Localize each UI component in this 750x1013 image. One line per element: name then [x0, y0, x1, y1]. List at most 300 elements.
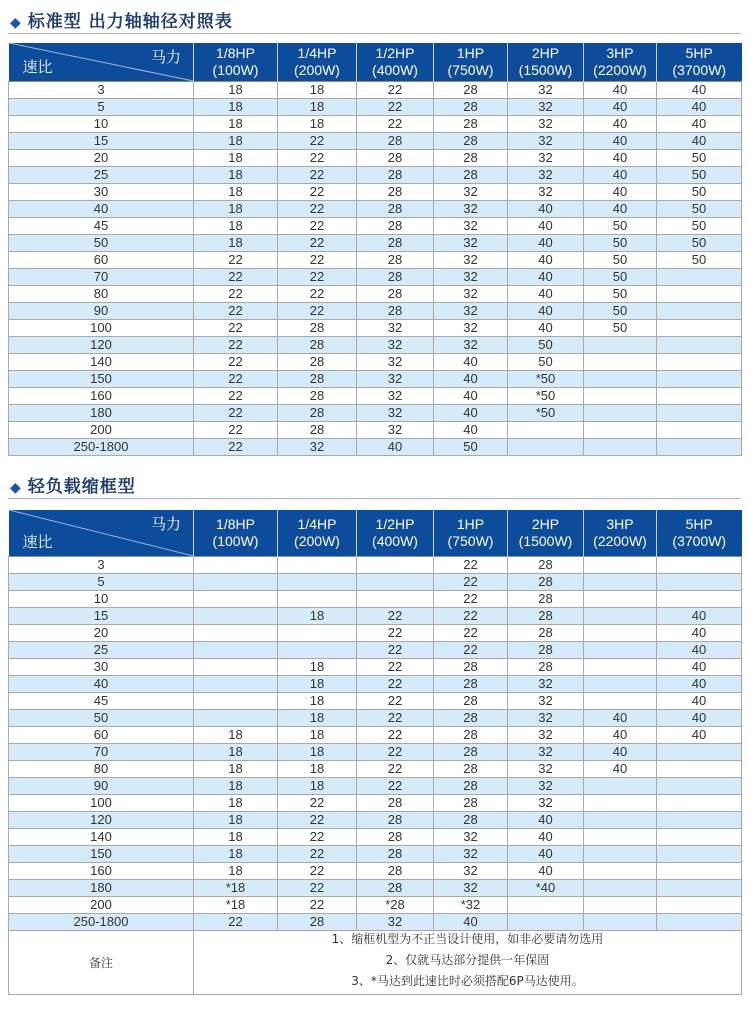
ratio-cell: 60: [9, 252, 194, 269]
shaft-diameter-cell: 50: [584, 320, 657, 337]
shaft-diameter-cell: 40: [584, 116, 657, 133]
shaft-diameter-cell: [657, 744, 742, 761]
shaft-diameter-cell: [657, 303, 742, 320]
shaft-diameter-cell: [194, 574, 278, 591]
column-header: 1/2HP (400W): [357, 510, 434, 557]
shaft-diameter-cell: 40: [584, 184, 657, 201]
shaft-diameter-cell: 22: [278, 252, 357, 269]
shaft-diameter-cell: *18: [194, 897, 278, 914]
table-row: [9, 863, 742, 880]
shaft-diameter-cell: 40: [584, 150, 657, 167]
ratio-cell: 200: [9, 422, 194, 439]
header-horsepower-label: 马力: [150, 515, 181, 533]
shaft-diameter-cell: 18: [278, 82, 357, 99]
shaft-diameter-cell: 32: [508, 693, 584, 710]
table-header-row: [9, 510, 742, 557]
shaft-diameter-cell: 40: [508, 320, 584, 337]
shaft-diameter-cell: 22: [194, 914, 278, 931]
shaft-diameter-cell: 28: [434, 761, 508, 778]
shaft-diameter-cell: 28: [357, 133, 434, 150]
shaft-diameter-cell: 50: [584, 235, 657, 252]
ratio-cell: 3: [9, 557, 194, 574]
shaft-diameter-cell: 18: [194, 116, 278, 133]
shaft-diameter-cell: [194, 659, 278, 676]
shaft-diameter-cell: 22: [278, 829, 357, 846]
shaft-diameter-cell: 40: [434, 405, 508, 422]
table-row: [9, 150, 742, 167]
shaft-diameter-cell: [657, 557, 742, 574]
column-header: 5HP (3700W): [657, 510, 742, 557]
shaft-diameter-cell: 18: [278, 99, 357, 116]
shaft-diameter-cell: [278, 574, 357, 591]
shaft-diameter-cell: 28: [357, 269, 434, 286]
shaft-diameter-cell: 32: [434, 184, 508, 201]
ratio-cell: 10: [9, 116, 194, 133]
shaft-diameter-cell: 22: [278, 303, 357, 320]
column-header: 1/8HP (100W): [194, 510, 278, 557]
shaft-diameter-cell: 18: [194, 778, 278, 795]
shaft-diameter-cell: [657, 761, 742, 778]
ratio-cell: 140: [9, 354, 194, 371]
shaft-diameter-cell: 18: [194, 235, 278, 252]
shaft-diameter-cell: [584, 676, 657, 693]
shaft-diameter-cell: 22: [194, 422, 278, 439]
ratio-cell: 45: [9, 218, 194, 235]
shaft-diameter-cell: 50: [584, 303, 657, 320]
shaft-diameter-cell: [194, 710, 278, 727]
shaft-diameter-cell: 22: [434, 557, 508, 574]
shaft-diameter-cell: [657, 371, 742, 388]
shaft-diameter-cell: 22: [434, 608, 508, 625]
shaft-diameter-cell: 28: [508, 574, 584, 591]
table-row: [9, 337, 742, 354]
shaft-diameter-cell: 18: [278, 693, 357, 710]
table-row: [9, 133, 742, 150]
shaft-diameter-cell: 40: [584, 82, 657, 99]
shaft-diameter-cell: [657, 388, 742, 405]
shaft-diameter-cell: 28: [278, 354, 357, 371]
shaft-diameter-cell: 28: [357, 167, 434, 184]
note-item: 1、缩框机型为不正当设计使用，如非必要请勿选用: [331, 932, 604, 946]
shaft-diameter-cell: [194, 642, 278, 659]
ratio-cell: 15: [9, 133, 194, 150]
shaft-diameter-cell: 32: [508, 744, 584, 761]
ratio-cell: 160: [9, 863, 194, 880]
table-row: [9, 812, 742, 829]
shaft-diameter-cell: [584, 846, 657, 863]
shaft-diameter-cell: 22: [278, 150, 357, 167]
table-row: [9, 320, 742, 337]
shaft-diameter-cell: 28: [434, 778, 508, 795]
shaft-diameter-cell: 28: [508, 591, 584, 608]
shaft-diameter-cell: 18: [278, 761, 357, 778]
shaft-diameter-cell: 18: [278, 116, 357, 133]
shaft-diameter-cell: [584, 829, 657, 846]
shaft-diameter-cell: 50: [584, 269, 657, 286]
shaft-diameter-cell: [278, 557, 357, 574]
shaft-diameter-cell: 32: [508, 710, 584, 727]
shaft-diameter-cell: 32: [434, 829, 508, 846]
header-horsepower-label: 马力: [150, 48, 181, 66]
shaft-diameter-cell: 50: [657, 201, 742, 218]
table-row: [9, 897, 742, 914]
shaft-diameter-cell: *50: [508, 388, 584, 405]
shaft-diameter-cell: 22: [278, 184, 357, 201]
table-row: [9, 846, 742, 863]
shaft-diameter-cell: 18: [194, 829, 278, 846]
shaft-diameter-cell: [584, 659, 657, 676]
shaft-diameter-cell: 32: [508, 795, 584, 812]
shaft-diameter-cell: 32: [357, 354, 434, 371]
table-row: [9, 99, 742, 116]
shaft-diameter-cell: 40: [508, 863, 584, 880]
diamond-bullet-icon: ◆: [10, 15, 22, 31]
shaft-diameter-cell: [584, 795, 657, 812]
shaft-diameter-cell: [584, 642, 657, 659]
ratio-cell: 80: [9, 761, 194, 778]
shaft-diameter-cell: 50: [657, 167, 742, 184]
ratio-cell: 90: [9, 778, 194, 795]
table-row: [9, 557, 742, 574]
shaft-diameter-cell: [357, 557, 434, 574]
table-row: [9, 286, 742, 303]
shaft-diameter-cell: 22: [357, 710, 434, 727]
shaft-diameter-cell: 32: [434, 846, 508, 863]
shaft-diameter-cell: 40: [657, 82, 742, 99]
shaft-diameter-cell: 22: [357, 693, 434, 710]
ratio-cell: 120: [9, 812, 194, 829]
shaft-diameter-cell: 40: [657, 99, 742, 116]
shaft-diameter-cell: [584, 574, 657, 591]
shaft-diameter-cell: 40: [434, 422, 508, 439]
ratio-cell: 60: [9, 727, 194, 744]
section-title-standard: [10, 7, 233, 32]
shaft-diameter-cell: 32: [508, 676, 584, 693]
shaft-diameter-cell: 22: [194, 388, 278, 405]
shaft-diameter-cell: [194, 693, 278, 710]
shaft-diameter-cell: 32: [508, 82, 584, 99]
table-row: [9, 235, 742, 252]
column-header: 2HP (1500W): [508, 510, 584, 557]
table-row: [9, 218, 742, 235]
shaft-diameter-cell: [584, 354, 657, 371]
table-row: [9, 625, 742, 642]
ratio-cell: 20: [9, 150, 194, 167]
table-row: [9, 659, 742, 676]
shaft-diameter-cell: 22: [278, 863, 357, 880]
shaft-diameter-cell: 28: [508, 642, 584, 659]
ratio-cell: 15: [9, 608, 194, 625]
shaft-diameter-cell: 40: [508, 846, 584, 863]
table-row: [9, 795, 742, 812]
shaft-diameter-cell: 40: [434, 354, 508, 371]
shaft-diameter-cell: 40: [508, 829, 584, 846]
shaft-diameter-cell: 32: [357, 405, 434, 422]
shaft-diameter-cell: 40: [657, 710, 742, 727]
shaft-diameter-cell: 32: [357, 388, 434, 405]
shaft-diameter-cell: 22: [194, 303, 278, 320]
shaft-diameter-cell: 18: [194, 82, 278, 99]
shaft-diameter-cell: 32: [508, 727, 584, 744]
shaft-diameter-cell: 22: [357, 778, 434, 795]
ratio-cell: 50: [9, 235, 194, 252]
ratio-cell: 40: [9, 676, 194, 693]
ratio-cell: 20: [9, 625, 194, 642]
shaft-diameter-cell: 28: [434, 82, 508, 99]
shaft-diameter-cell: 32: [434, 201, 508, 218]
table-row: [9, 167, 742, 184]
shaft-diameter-cell: 32: [357, 371, 434, 388]
ratio-cell: 140: [9, 829, 194, 846]
shaft-diameter-cell: [584, 557, 657, 574]
shaft-diameter-cell: [194, 625, 278, 642]
shaft-diameter-cell: 28: [434, 693, 508, 710]
shaft-diameter-cell: 22: [278, 795, 357, 812]
shaft-diameter-cell: 28: [278, 422, 357, 439]
section-title-text: 标准型 出力轴轴径对照表: [27, 12, 233, 32]
shaft-diameter-cell: 40: [508, 303, 584, 320]
shaft-diameter-cell: [657, 269, 742, 286]
shaft-diameter-cell: 40: [657, 642, 742, 659]
shaft-diameter-cell: [657, 914, 742, 931]
shaft-diameter-cell: [584, 812, 657, 829]
shaft-diameter-cell: 22: [357, 625, 434, 642]
shaft-diameter-cell: 50: [657, 218, 742, 235]
corner-header-cell: [9, 510, 194, 557]
table-row: [9, 642, 742, 659]
shaft-diameter-cell: [657, 795, 742, 812]
shaft-diameter-cell: 40: [657, 676, 742, 693]
shaft-diameter-cell: 50: [657, 150, 742, 167]
shaft-diameter-cell: 40: [508, 252, 584, 269]
shaft-diameter-cell: 28: [357, 846, 434, 863]
shaft-diameter-cell: 28: [357, 303, 434, 320]
shaft-diameter-cell: [584, 371, 657, 388]
shaft-diameter-cell: 28: [434, 710, 508, 727]
shaft-diameter-cell: 50: [584, 218, 657, 235]
shaft-diameter-cell: 40: [508, 286, 584, 303]
ratio-cell: 180: [9, 880, 194, 897]
shaft-diameter-cell: 18: [194, 133, 278, 150]
shaft-diameter-cell: 28: [434, 659, 508, 676]
shaft-diameter-cell: 22: [357, 99, 434, 116]
shaft-diameter-cell: 32: [357, 422, 434, 439]
ratio-cell: 25: [9, 642, 194, 659]
shaft-diameter-cell: 18: [194, 184, 278, 201]
shaft-diameter-cell: [508, 422, 584, 439]
shaft-diameter-cell: 28: [434, 116, 508, 133]
shaft-diameter-cell: 22: [357, 744, 434, 761]
shaft-diameter-cell: *28: [357, 897, 434, 914]
shaft-diameter-cell: 28: [357, 201, 434, 218]
shaft-diameter-cell: [584, 439, 657, 456]
table-row: [9, 252, 742, 269]
shaft-diameter-cell: 22: [194, 439, 278, 456]
ratio-cell: 25: [9, 167, 194, 184]
shaft-diameter-cell: 22: [357, 116, 434, 133]
table-row: [9, 184, 742, 201]
shaft-diameter-cell: 40: [657, 625, 742, 642]
section-title-text: 轻负载缩框型: [27, 477, 136, 497]
shaft-diameter-cell: 28: [434, 99, 508, 116]
ratio-cell: 40: [9, 201, 194, 218]
shaft-diameter-cell: 28: [434, 676, 508, 693]
shaft-diameter-cell: 28: [434, 812, 508, 829]
shaft-diameter-cell: 40: [508, 812, 584, 829]
shaft-diameter-cell: 28: [357, 286, 434, 303]
shaft-diameter-cell: 40: [584, 710, 657, 727]
light-load-shaft-table: [8, 510, 742, 995]
shaft-diameter-cell: 40: [657, 133, 742, 150]
shaft-diameter-cell: 28: [357, 150, 434, 167]
shaft-diameter-cell: [657, 405, 742, 422]
header-ratio-label: 速比: [22, 58, 53, 76]
shaft-diameter-cell: 22: [194, 337, 278, 354]
shaft-diameter-cell: 40: [508, 201, 584, 218]
section-title-light-load: [10, 472, 136, 497]
ratio-cell: 45: [9, 693, 194, 710]
shaft-diameter-cell: 28: [278, 371, 357, 388]
shaft-diameter-cell: 18: [194, 99, 278, 116]
table-row: [9, 82, 742, 99]
note-item: 2、仅就马达部分提供一年保固: [385, 953, 550, 967]
ratio-cell: 250-1800: [9, 439, 194, 456]
shaft-diameter-cell: 18: [194, 201, 278, 218]
shaft-diameter-cell: 18: [278, 608, 357, 625]
notes-label: 备注: [9, 931, 194, 995]
table-row: [9, 778, 742, 795]
shaft-diameter-cell: 22: [357, 659, 434, 676]
column-header: 1/4HP (200W): [278, 510, 357, 557]
shaft-diameter-cell: 40: [508, 235, 584, 252]
shaft-diameter-cell: 40: [508, 218, 584, 235]
shaft-diameter-cell: 22: [194, 405, 278, 422]
shaft-diameter-cell: 22: [357, 82, 434, 99]
shaft-diameter-cell: [194, 557, 278, 574]
ratio-cell: 30: [9, 659, 194, 676]
shaft-diameter-cell: 22: [434, 642, 508, 659]
shaft-diameter-cell: 18: [278, 676, 357, 693]
shaft-diameter-cell: 32: [434, 286, 508, 303]
shaft-diameter-cell: [657, 320, 742, 337]
shaft-diameter-cell: 28: [434, 150, 508, 167]
table-row: [9, 727, 742, 744]
shaft-diameter-cell: [508, 914, 584, 931]
ratio-cell: 70: [9, 269, 194, 286]
column-header: 1/8HP (100W): [194, 43, 278, 82]
column-header: 2HP (1500W): [508, 43, 584, 82]
shaft-diameter-cell: 22: [194, 371, 278, 388]
shaft-diameter-cell: 40: [357, 439, 434, 456]
shaft-diameter-cell: 22: [278, 133, 357, 150]
shaft-diameter-cell: [584, 337, 657, 354]
table-row: [9, 269, 742, 286]
table-row: [9, 371, 742, 388]
shaft-diameter-cell: 32: [508, 184, 584, 201]
shaft-diameter-cell: 40: [584, 201, 657, 218]
shaft-diameter-cell: [657, 829, 742, 846]
note-item: 3、*马达到此速比时必须搭配6P马达使用。: [351, 974, 584, 988]
shaft-diameter-cell: [657, 422, 742, 439]
shaft-diameter-cell: *18: [194, 880, 278, 897]
shaft-diameter-cell: 18: [194, 167, 278, 184]
shaft-diameter-cell: *50: [508, 371, 584, 388]
shaft-diameter-cell: [194, 608, 278, 625]
header-ratio-label: 速比: [22, 533, 53, 551]
shaft-diameter-cell: 32: [508, 150, 584, 167]
shaft-diameter-cell: [657, 863, 742, 880]
shaft-diameter-cell: 32: [434, 320, 508, 337]
table-row: [9, 591, 742, 608]
table-row: [9, 303, 742, 320]
shaft-diameter-cell: 32: [278, 439, 357, 456]
shaft-diameter-cell: [584, 897, 657, 914]
shaft-diameter-cell: [584, 778, 657, 795]
shaft-diameter-cell: 18: [194, 812, 278, 829]
table-row: [9, 574, 742, 591]
shaft-diameter-cell: 18: [194, 846, 278, 863]
ratio-cell: 100: [9, 795, 194, 812]
shaft-diameter-cell: 22: [278, 201, 357, 218]
shaft-diameter-cell: [657, 574, 742, 591]
shaft-diameter-cell: 18: [278, 744, 357, 761]
shaft-diameter-cell: 28: [434, 167, 508, 184]
shaft-diameter-cell: 40: [584, 761, 657, 778]
shaft-diameter-cell: 28: [434, 727, 508, 744]
shaft-diameter-cell: 32: [508, 99, 584, 116]
shaft-diameter-cell: [584, 422, 657, 439]
ratio-cell: 10: [9, 591, 194, 608]
ratio-cell: 3: [9, 82, 194, 99]
shaft-diameter-cell: 28: [278, 405, 357, 422]
shaft-diameter-cell: [584, 625, 657, 642]
shaft-diameter-cell: 18: [194, 218, 278, 235]
shaft-diameter-cell: 28: [508, 625, 584, 642]
shaft-diameter-cell: 32: [434, 235, 508, 252]
shaft-diameter-cell: [584, 863, 657, 880]
ratio-cell: 200: [9, 897, 194, 914]
shaft-diameter-cell: [584, 693, 657, 710]
shaft-diameter-cell: 32: [434, 303, 508, 320]
shaft-diameter-cell: [584, 880, 657, 897]
table-row: [9, 880, 742, 897]
table-row: [9, 710, 742, 727]
column-header: 1HP (750W): [434, 43, 508, 82]
ratio-cell: 70: [9, 744, 194, 761]
shaft-diameter-cell: 22: [357, 676, 434, 693]
shaft-diameter-cell: 18: [194, 727, 278, 744]
shaft-diameter-cell: 50: [584, 252, 657, 269]
ratio-cell: 50: [9, 710, 194, 727]
shaft-diameter-cell: 32: [357, 914, 434, 931]
shaft-diameter-cell: [657, 337, 742, 354]
shaft-diameter-cell: 50: [584, 286, 657, 303]
shaft-diameter-cell: 32: [434, 337, 508, 354]
shaft-diameter-cell: [194, 676, 278, 693]
shaft-diameter-cell: 28: [357, 863, 434, 880]
shaft-diameter-cell: 32: [434, 218, 508, 235]
ratio-cell: 150: [9, 371, 194, 388]
table-row: [9, 914, 742, 931]
shaft-diameter-cell: [584, 591, 657, 608]
table-row: [9, 439, 742, 456]
shaft-diameter-cell: [657, 880, 742, 897]
shaft-diameter-cell: [584, 388, 657, 405]
ratio-cell: 30: [9, 184, 194, 201]
table-row: [9, 829, 742, 846]
shaft-diameter-cell: 22: [278, 218, 357, 235]
shaft-diameter-cell: 28: [357, 880, 434, 897]
